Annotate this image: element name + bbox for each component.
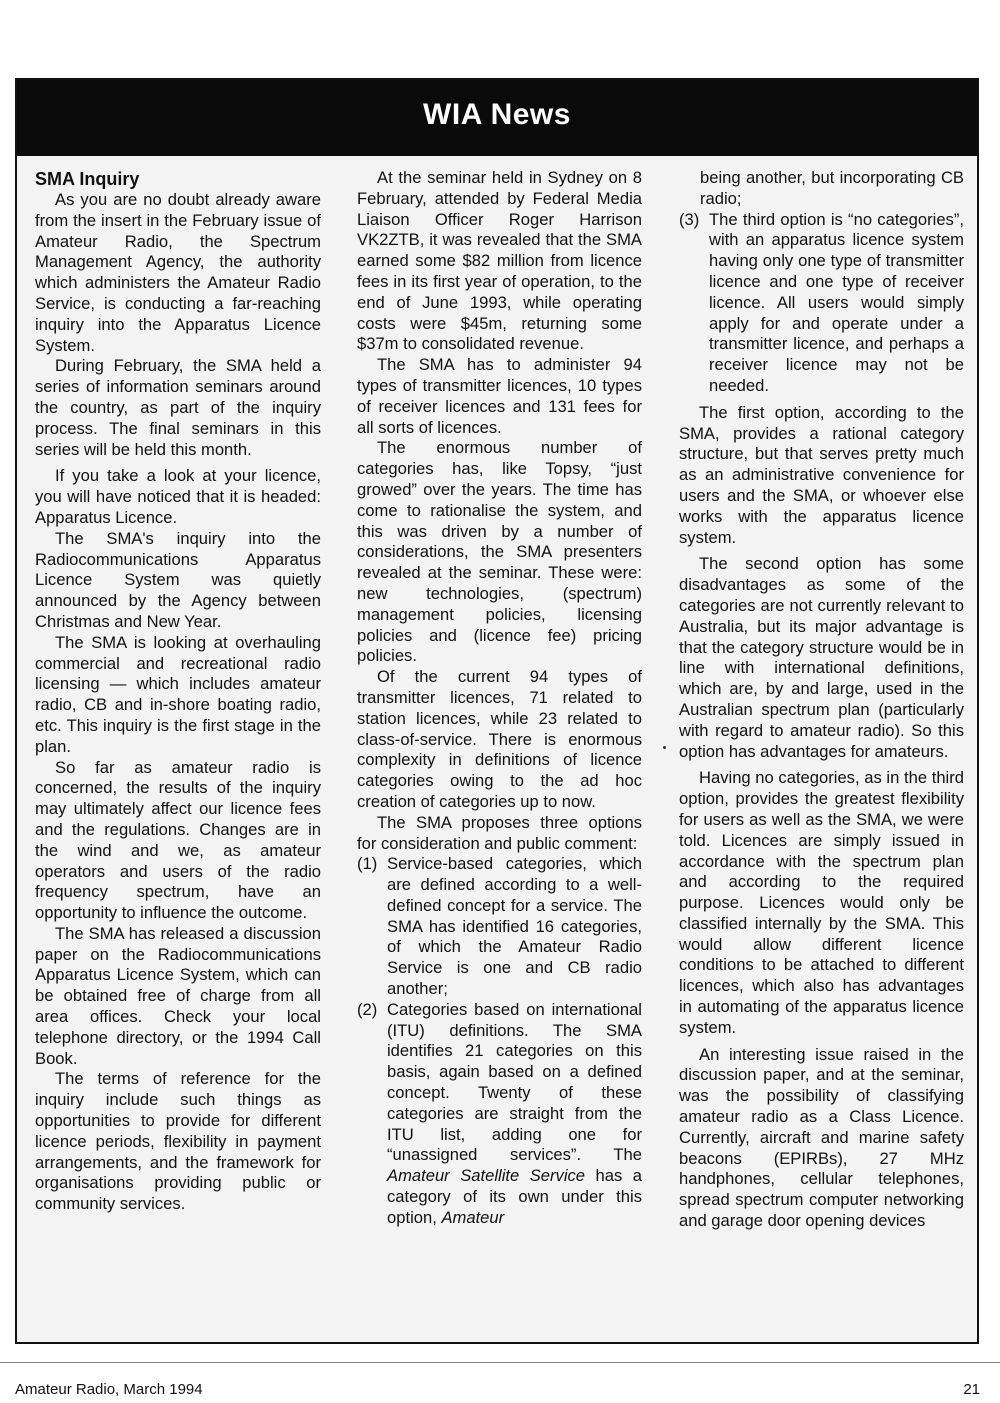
option-text: The third option is “no categories”, with an apparatus licence system having only one type of transmitter licence and one type of receiver licence. All users would simply apply for and operate under a transmitter licence, and perhaps a receiver licence may not be needed. (709, 209, 964, 395)
text-run: has a category of its own under this option, (387, 1166, 642, 1227)
text-run: being another, but incorporating CB radio; (700, 168, 964, 208)
footer-publication: Amateur Radio, March 1994 (15, 1381, 203, 1398)
paragraph: An interesting issue raised in the discussion paper, and at the seminar, was the possibility of classifying amateur radio as a Class Licence. Currently, aircraft and marine safety beacons (EPIRBs), 27 MHz handphones, cellular telephones, spread spectrum computer networking and garage door opening devices (679, 1044, 964, 1231)
option-number: (3) (679, 209, 700, 229)
footer-divider (0, 1362, 1000, 1363)
option-2-continuation (679, 168, 964, 210)
paragraph: If you take a look at your licence, you will have noticed that it is headed: Apparatus Licence. (35, 466, 321, 527)
section-banner (17, 80, 977, 156)
column-3 (679, 168, 964, 1232)
article-heading: SMA Inquiry (35, 169, 140, 189)
option-number: (2) (357, 999, 378, 1019)
paragraph: Of the current 94 types of transmitter licences, 71 related to station licences, while 23 related to class-of-service. There is enormous complexity in definitions of licence categories owing to the ad hoc creation of categories up to now. (357, 667, 642, 811)
option-2 (357, 1000, 642, 1229)
option-text (387, 1000, 642, 1229)
page-number: 21 (963, 1381, 980, 1398)
paragraph: The terms of reference for the inquiry include such things as opportunities to provide for different licence periods, flexibility in payment arrangements, and the framework for organisations providing public or community services. (35, 1069, 321, 1214)
print-speck (663, 746, 666, 749)
text-run: Categories based on international (ITU) definitions. The SMA identifies 21 categories on this basis, again based on a defined concept. Twenty of these categories are straight from the ITU list, adding one for “unassigned services”. The (387, 999, 642, 1165)
paragraph: The SMA has released a discussion paper on the Radiocommunications Apparatus Licence System, which can be obtained free of charge from all area offices. Check your local telephone directory, or the 1994 Call Book. (35, 923, 321, 1068)
option-1 (357, 854, 642, 1000)
section-title: WIA News (423, 98, 571, 131)
paragraph: So far as amateur radio is concerned, the results of the inquiry may ultimately affect our licence fees and the regulations. Changes are in the wind and we, as amateur operators and users of the radio frequency spectrum, have an opportunity to influence the outcome. (35, 757, 321, 923)
paragraph: The enormous number of categories has, like Topsy, “just growed” over the years. The time has come to rationalise the system, and this was driven by a number of considerations, the SMA presenters revealed at the seminar. These were: new technologies, (spectrum) management policies, licensing policies and (licence fee) pricing policies. (357, 438, 642, 666)
italic-text: Amateur Satellite Service (387, 1166, 586, 1186)
paragraph: The SMA's inquiry into the Radiocommunications Apparatus Licence System was quietly announced by the Agency between Christmas and New Year. (35, 528, 321, 631)
option-number: (1) (357, 854, 378, 874)
article-frame (15, 78, 979, 1344)
paragraph: The first option, according to the SMA, provides a rational category structure, but that serves pretty much as an administrative convenience for users and the SMA, or whoever else works with the apparatus licence system. (679, 402, 964, 547)
column-2 (357, 168, 642, 1229)
paragraph: The second option has some disadvantages as some of the categories are not currently relevant to Australia, but its major advantage is that the category structure would be in line with international definitions, which are, by and large, used in the Australian spectrum plan (particularly with regard to amateur radio). So this option has advantages for amateurs. (679, 554, 964, 761)
text-run: As you are no doubt already aware from the insert in the February issue of Amateur Radio, the Spectrum Management Agency, the authority which administers the Amateur Radio Service, is conducting a far-reaching inquiry into the Apparatus Licence System. (35, 190, 321, 355)
paragraph: The SMA is looking at overhauling commercial and recreational radio licensing — which includes amateur radio, CB and in-shore boating radio, etc. This inquiry is the first stage in the plan. (35, 632, 321, 756)
option-3 (679, 210, 964, 397)
italic-text: Amateur (441, 1207, 505, 1227)
column-1 (35, 168, 321, 1215)
paragraph (35, 190, 321, 356)
option-text: Service-based categories, which are defined according to a well-defined concept for a service. The SMA has identified 16 categories, of which the Amateur Radio Service is one and CB radio another; (387, 854, 642, 999)
paragraph: At the seminar held in Sydney on 8 February, attended by Federal Media Liaison Officer Roger Harrison VK2ZTB, it was revealed that the SMA earned some $82 million from licence fees in its first year of operation, to the end of June 1993, while operating costs were $45m, returning some $37m to consolidated revenue. (357, 168, 642, 354)
paragraph: The SMA has to administer 94 types of transmitter licences, 10 types of receiver licences and 131 fees for all sorts of licences. (357, 355, 642, 437)
paragraph: During February, the SMA held a series of information seminars around the country, as part of the inquiry process. The final seminars in this series will be held this month. (35, 356, 321, 459)
paragraph: Having no categories, as in the third option, provides the greatest flexibility for users as well as the SMA, we were told. Licences are simply issued in accordance with the spectrum plan and according to the required purpose. Licences would only be classified internally by the SMA. This would allow different licence conditions to be attached to different licences, which also has advantages in automating of the apparatus licence system. (679, 768, 964, 1037)
paragraph: The SMA proposes three options for consideration and public comment: (357, 812, 642, 853)
article-body (17, 168, 977, 1342)
